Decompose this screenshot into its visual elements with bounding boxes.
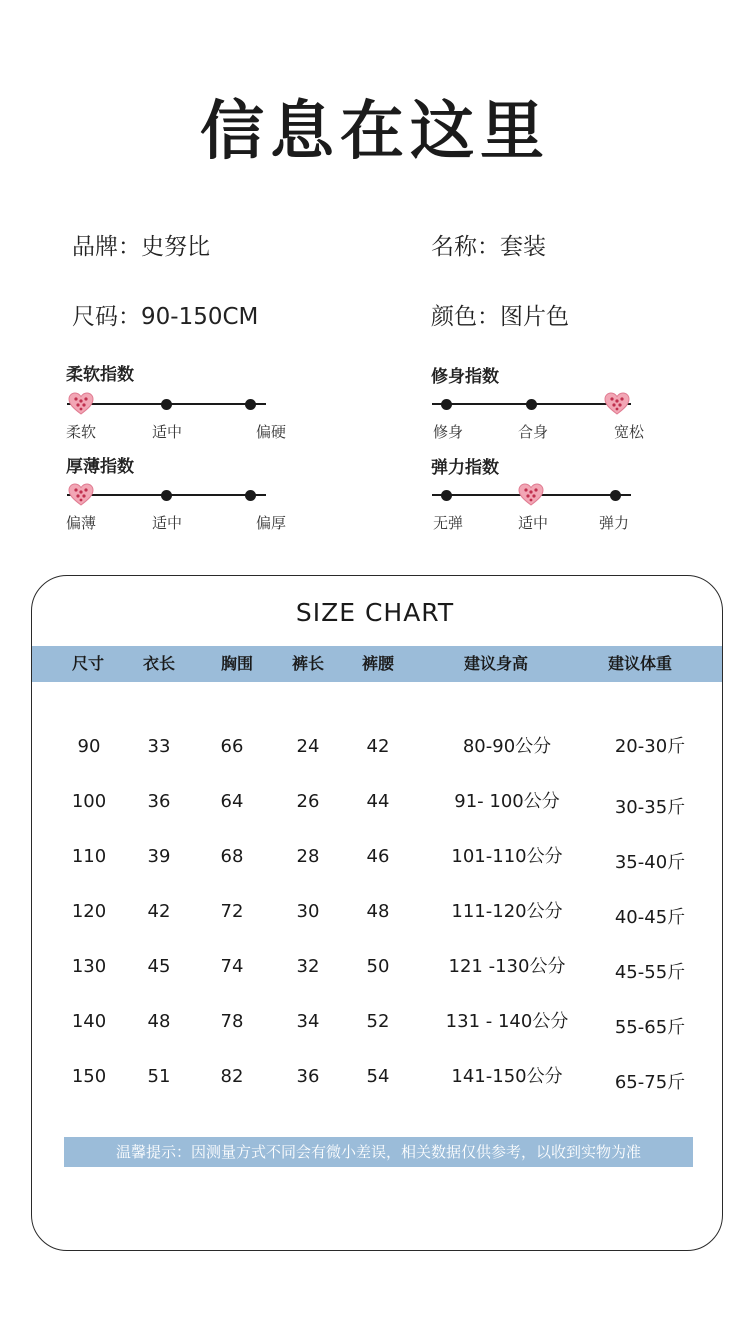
name-info: 名称：套装: [431, 234, 546, 260]
thickness-scale-title: 厚薄指数: [66, 457, 134, 477]
cell-chest: 78: [220, 1011, 244, 1032]
elasticity-label-1: 适中: [518, 514, 549, 532]
cell-size: 90: [77, 736, 101, 757]
cell-pants-length: 26: [296, 791, 320, 812]
cell-height: 80-90公分: [462, 736, 552, 757]
cell-weight: 65-75斤: [614, 1072, 686, 1093]
cell-chest: 74: [220, 956, 244, 977]
thickness-marker-1-dot-icon: [161, 490, 172, 501]
fit-marker-1-dot-icon: [526, 399, 537, 410]
fit-label-1: 合身: [518, 423, 549, 441]
cell-pants-length: 28: [296, 846, 320, 867]
brand-info: 品牌：史努比: [72, 234, 210, 260]
cell-height: 141-150公分: [451, 1066, 563, 1087]
cell-weight: 35-40斤: [614, 852, 686, 873]
thickness-label-0: 偏薄: [66, 514, 97, 532]
elasticity-label-0: 无弹: [433, 514, 464, 532]
cell-waist: 42: [366, 736, 390, 757]
cell-chest: 68: [220, 846, 244, 867]
cell-waist: 44: [366, 791, 390, 812]
softness-label-1: 适中: [152, 423, 183, 441]
thickness-label-2: 偏厚: [256, 514, 287, 532]
cell-size: 150: [71, 1066, 107, 1087]
cell-waist: 50: [366, 956, 390, 977]
cell-pants-length: 32: [296, 956, 320, 977]
softness-marker-2-dot-icon: [245, 399, 256, 410]
cell-pants-length: 34: [296, 1011, 320, 1032]
header-pants-length: 裤长: [291, 654, 324, 673]
fit-marker-0-dot-icon: [441, 399, 452, 410]
cell-size: 100: [71, 791, 107, 812]
fit-marker-2-heart-icon: [604, 392, 630, 416]
cell-size: 120: [71, 901, 107, 922]
header-top-length: 衣长: [142, 654, 175, 673]
cell-chest: 64: [220, 791, 244, 812]
cell-chest: 82: [220, 1066, 244, 1087]
softness-label-0: 柔软: [66, 423, 97, 441]
cell-weight: 40-45斤: [614, 907, 686, 928]
elasticity-marker-0-dot-icon: [441, 490, 452, 501]
cell-weight: 20-30斤: [614, 736, 686, 757]
cell-chest: 66: [220, 736, 244, 757]
cell-top-length: 48: [147, 1011, 171, 1032]
elasticity-scale-title: 弹力指数: [431, 458, 499, 478]
cell-weight: 30-35斤: [614, 797, 686, 818]
cell-top-length: 36: [147, 791, 171, 812]
cell-height: 91- 100公分: [454, 791, 560, 812]
softness-marker-0-heart-icon: [68, 392, 94, 416]
page-title: 信息在这里: [200, 95, 550, 169]
cell-waist: 46: [366, 846, 390, 867]
cell-height: 121 -130公分: [448, 956, 566, 977]
size-info: 尺码：90-150CM: [72, 304, 259, 330]
cell-waist: 52: [366, 1011, 390, 1032]
cell-top-length: 39: [147, 846, 171, 867]
cell-waist: 48: [366, 901, 390, 922]
fit-scale-title: 修身指数: [431, 367, 499, 387]
thickness-label-1: 适中: [152, 514, 183, 532]
header-weight: 建议体重: [607, 654, 672, 673]
cell-chest: 72: [220, 901, 244, 922]
cell-height: 111-120公分: [451, 901, 563, 922]
softness-scale-title: 柔软指数: [66, 365, 134, 385]
cell-pants-length: 36: [296, 1066, 320, 1087]
cell-top-length: 51: [147, 1066, 171, 1087]
cell-pants-length: 24: [296, 736, 320, 757]
header-chest: 胸围: [220, 654, 253, 673]
softness-label-2: 偏硬: [256, 423, 287, 441]
softness-marker-1-dot-icon: [161, 399, 172, 410]
tip-text: 温馨提示：因测量方式不同会有微小差误，相关数据仅供参考，以收到实物为准: [115, 1143, 641, 1161]
color-info: 颜色：图片色: [431, 304, 569, 330]
thickness-marker-0-heart-icon: [68, 483, 94, 507]
cell-waist: 54: [366, 1066, 390, 1087]
elasticity-marker-1-heart-icon: [518, 483, 544, 507]
cell-height: 131 - 140公分: [445, 1011, 569, 1032]
header-waist: 裤腰: [361, 654, 394, 673]
cell-size: 140: [71, 1011, 107, 1032]
cell-top-length: 33: [147, 736, 171, 757]
fit-label-2: 宽松: [614, 423, 645, 441]
elasticity-label-2: 弹力: [599, 514, 630, 532]
cell-size: 130: [71, 956, 107, 977]
size-chart-title: SIZE CHART: [295, 598, 455, 627]
cell-pants-length: 30: [296, 901, 320, 922]
thickness-marker-2-dot-icon: [245, 490, 256, 501]
cell-weight: 45-55斤: [614, 962, 686, 983]
cell-weight: 55-65斤: [614, 1017, 686, 1038]
elasticity-marker-2-dot-icon: [610, 490, 621, 501]
fit-label-0: 修身: [433, 423, 464, 441]
header-height: 建议身高: [463, 654, 528, 673]
cell-top-length: 42: [147, 901, 171, 922]
cell-top-length: 45: [147, 956, 171, 977]
cell-height: 101-110公分: [451, 846, 563, 867]
cell-size: 110: [71, 846, 107, 867]
header-size: 尺寸: [71, 654, 104, 673]
